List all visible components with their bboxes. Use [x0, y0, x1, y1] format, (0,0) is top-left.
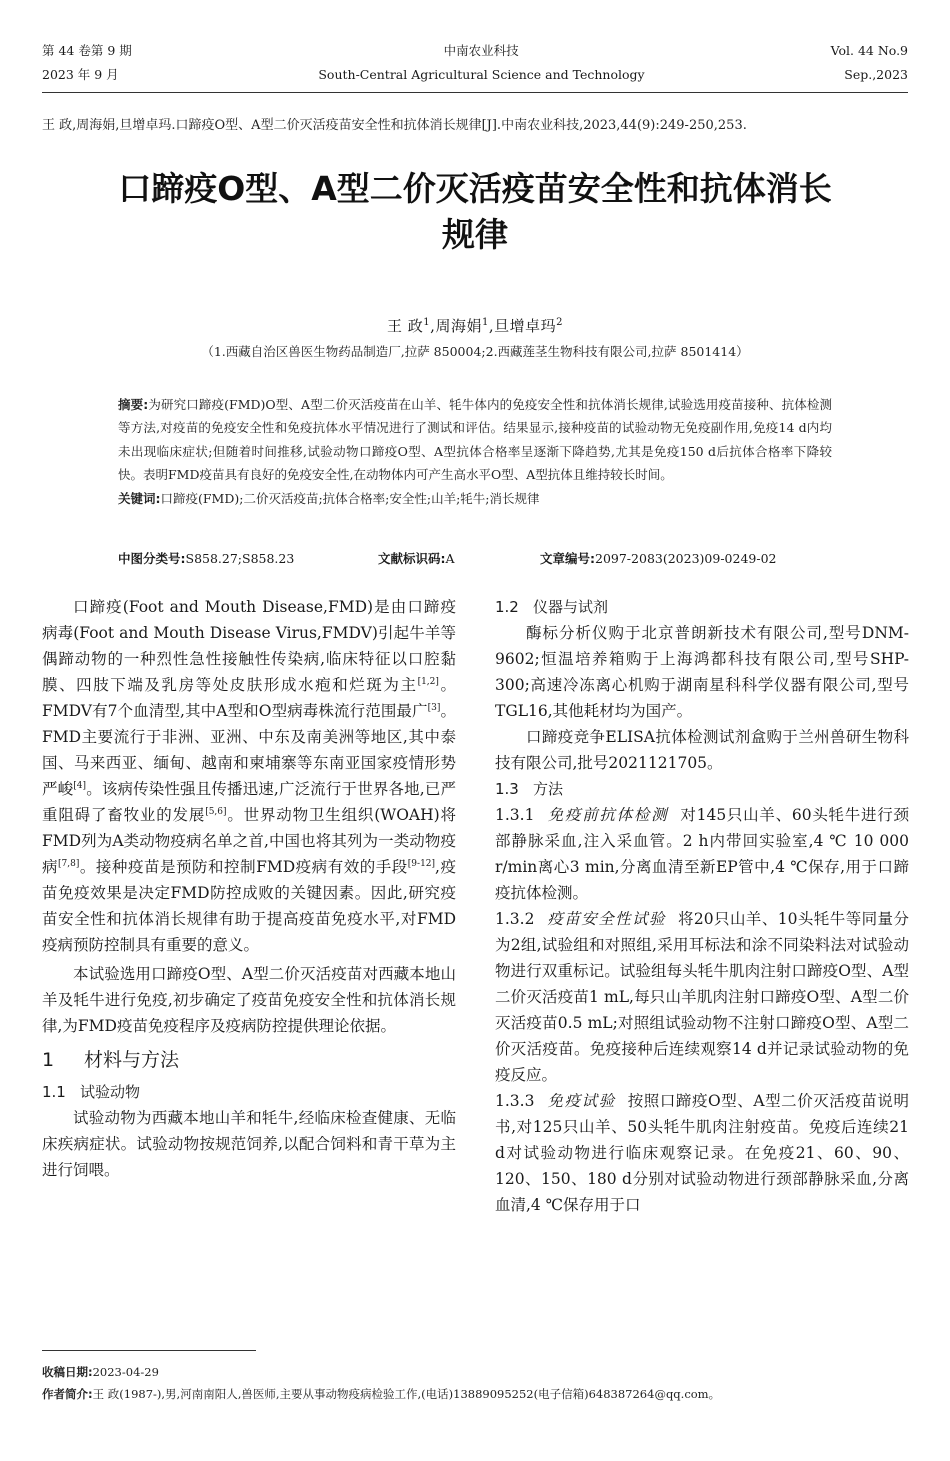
keywords-label: 关键词: [118, 490, 161, 506]
keywords [118, 487, 832, 510]
text-run: 。该病传染性强且传播迅速,广泛流行于世界各地,已严重阻碍了畜牧业的发展 [42, 780, 456, 824]
received-value: 2023-04-29 [92, 1365, 159, 1379]
subsection-title: 免疫试验 [547, 1092, 616, 1110]
volume-cn: 第 44 卷第 9 期 [42, 43, 132, 58]
section-number: 1.2 [495, 598, 519, 616]
section-number: 1.1 [42, 1083, 66, 1101]
subsection-text: 按照口蹄疫O型、A型二价灭活疫苗说明书,对125只山羊、50头牦牛肌肉注射疫苗。免疫后连续21 d对试验动物进行临床观察记录。在免疫21、60、90、120、150、180 d分别对试验动物进行颈部静脉采血,分离血清,4 ℃保存用于口 [495, 1092, 909, 1214]
running-header [42, 38, 908, 90]
author-bio-label: 作者简介: [42, 1387, 93, 1401]
section-title: 仪器与试剂 [533, 598, 609, 616]
section-heading-1-2 [495, 594, 909, 620]
section-title: 方法 [533, 780, 564, 798]
text-run: 。FMDV有7个血清型,其中A型和O型病毒株流行范围最广 [42, 676, 456, 720]
citation-ref[interactable]: [5,6] [205, 806, 227, 817]
classification-row [118, 548, 832, 570]
section-heading-1 [42, 1045, 456, 1075]
document-code-label: 文献标识码: [378, 551, 446, 566]
intro-paragraph [42, 594, 456, 958]
author-affiliation-mark: 1 [481, 317, 489, 328]
test-animals-paragraph: 试验动物为西藏本地山羊和牦牛,经临床检查健康、无临床疾病症状。试验动物按规范饲养,以配合饲料和青干草为主进行饲喂。 [42, 1109, 456, 1179]
author-name: 周海娟 [435, 317, 482, 335]
clc-label: 中图分类号: [118, 551, 186, 566]
author-bio [42, 1383, 908, 1405]
section-number: 1.3 [495, 780, 519, 798]
volume-en: Vol. 44 No.9 [830, 42, 908, 58]
keywords-text: 口蹄疫(FMD);二价灭活疫苗;抗体合格率;安全性;山羊;牦牛;消长规律 [160, 490, 540, 506]
subsection-number: 1.3.2 [495, 910, 535, 928]
header-rule [42, 92, 908, 93]
journal-name-en: South-Central Agricultural Science and Technology [318, 66, 645, 82]
subsection-number: 1.3.1 [495, 806, 535, 824]
author-name: 王 政 [387, 317, 424, 335]
subsection-number: 1.3.3 [495, 1092, 535, 1110]
section-number: 1 [42, 1049, 55, 1071]
reagents-paragraph: 口蹄疫竞争ELISA抗体检测试剂盒购于兰州兽研生物科技有限公司,批号2021121705。 [495, 728, 909, 772]
citation-ref[interactable]: [1,2] [417, 676, 439, 687]
citation-ref[interactable]: [3] [427, 702, 441, 713]
abstract-text: 为研究口蹄疫(FMD)O型、A型二价灭活疫苗在山羊、牦牛体内的免疫安全性和抗体消长规律,试验选用疫苗接种、抗体检测等方法,对疫苗的免疫安全性和免疫抗体水平情况进行了测试和评估。结果显示,接种疫苗的试验动物无免疫副作用,免疫14 d内均未出现临床症状;但随着时间推移,试验动物口蹄疫O型、A型抗体合格率呈逐渐下降趋势,尤其是免疫150 d后抗体合格率下降较快。表明FMD疫苗具有良好的免疫安全性,在动物体内可产生高水平O型、A型抗体且维持较长时间。 [118, 397, 833, 483]
section-heading-1-3 [495, 776, 909, 802]
author-bio-text: 王 政(1987-),男,河南南阳人,兽医师,主要从事动物疫病检验工作,(电话)13889095252(电子信箱)648387264@qq.com。 [92, 1387, 721, 1401]
author-affiliation-mark: 2 [556, 317, 563, 328]
abstract [118, 393, 832, 487]
clc-number [118, 548, 378, 570]
text-run: 。接种疫苗是预防和控制FMD疫病有效的手段 [79, 858, 408, 876]
abstract-label: 摘要: [118, 397, 149, 412]
section-title: 材料与方法 [84, 1049, 180, 1071]
footnotes [42, 1361, 908, 1405]
citation: 王 政,周海娟,旦增卓玛.口蹄疫O型、A型二价灭活疫苗安全性和抗体消长规律[J].中南农业科技,2023,44(9):249-250,253. [42, 118, 747, 133]
section-heading-1-1 [42, 1079, 456, 1105]
affiliation: （1.西藏自治区兽医生物药品制造厂,拉萨 850004;2.西藏莲茎生物科技有限公司,拉萨 8501414） [201, 344, 749, 359]
text-run: ,疫苗免疫效果是决定FMD防控成败的关键因素。因此,研究疫苗安全性和抗体消长规律有助于提高疫苗免疫水平,对FMD疫病预防控制具有重要的意义。 [42, 858, 456, 954]
author-separator: , [488, 317, 495, 335]
document-code [378, 548, 540, 570]
date-en: Sep.,2023 [844, 66, 908, 82]
journal-name-cn: 中南农业科技 [443, 43, 519, 58]
left-column [42, 594, 456, 1183]
article-number-value: 2097-2083(2023)09-0249-02 [595, 551, 777, 566]
subsection-text: 将20只山羊、10头牦牛等同量分为2组,试验组和对照组,采用耳标法和涂不同染料法对试验动物进行双重标记。试验组每头牦牛肌肉注射口蹄疫O型、A型二价灭活疫苗1 mL,每只山羊肌肉注射口蹄疫O型、A型二价灭活疫苗0.5 mL;对照组试验动物不注射口蹄疫O型、A型二价灭活疫苗。免疫接种后连续观察14 d并记录试验动物的免疫反应。 [495, 910, 909, 1084]
received-label: 收稿日期: [42, 1365, 93, 1379]
subsection-title: 疫苗安全性试验 [547, 910, 666, 928]
article-number [540, 548, 776, 570]
subsection-title: 免疫前抗体检测 [547, 806, 669, 824]
text-run: 。FMD主要流行于非洲、亚洲、中东及南美洲等地区,其中泰国、马来西亚、缅甸、越南和柬埔寨等东南亚国家疫情形势严峻 [42, 702, 456, 798]
citation-ref[interactable]: [7,8] [58, 858, 80, 869]
title-line-2: 规律 [442, 215, 508, 254]
section-title: 试验动物 [80, 1083, 141, 1101]
document-code-value: A [445, 551, 455, 566]
author-separator: , [430, 317, 436, 335]
received-date [42, 1361, 908, 1383]
right-column [495, 594, 909, 1218]
subsection-1-3-3 [495, 1088, 909, 1218]
instruments-paragraph: 酶标分析仪购于北京普朗新技术有限公司,型号DNM-9602;恒温培养箱购于上海鸿都科技有限公司,型号SHP-300;高速冷冻离心机购于湖南星科科学仪器有限公司,型号TGL16,其他耗材均为国产。 [495, 624, 909, 720]
article-number-label: 文章编号: [540, 551, 595, 566]
text-run: 口蹄疫(Foot and Mouth Disease,FMD)是由口蹄疫病毒(Foot and Mouth Disease Virus,FMDV)引起牛羊等偶蹄动物的一种烈性急性接触性传染病,临床特征以口腔黏膜、四肢下端及乳房等处皮肤形成水疱和烂斑为主 [42, 598, 456, 694]
subsection-1-3-1 [495, 802, 909, 906]
author-name: 旦增卓玛 [494, 317, 557, 335]
citation-ref[interactable]: [4] [73, 780, 87, 791]
abstract-block [118, 393, 832, 510]
title-line-1: 口蹄疫O型、A型二价灭活疫苗安全性和抗体消长 [118, 169, 832, 208]
intro-paragraph-2: 本试验选用口蹄疫O型、A型二价灭活疫苗对西藏本地山羊及牦牛进行免疫,初步确定了疫苗免疫安全性和抗体消长规律,为FMD疫苗免疫程序及疫病防控提供理论依据。 [42, 965, 456, 1035]
author-list [0, 311, 950, 338]
article-title [42, 166, 908, 258]
subsection-1-3-2 [495, 906, 909, 1088]
subsection-text: 对145只山羊、60头牦牛进行颈部静脉采血,注入采血管。2 h内带回实验室,4 ℃ 10 000 r/min离心3 min,分离血清至新EP管中,4 ℃保存,用于口蹄疫抗体检测。 [495, 806, 909, 902]
footnote-rule [42, 1350, 256, 1351]
clc-value: S858.27;S858.23 [185, 551, 295, 566]
citation-ref[interactable]: [9-12] [407, 858, 436, 869]
text-run: 。世界动物卫生组织(WOAH)将FMD列为A类动物疫病名单之首,中国也将其列为一类动物疫病 [42, 806, 456, 876]
author-affiliation-mark: 1 [423, 317, 431, 328]
date-cn: 2023 年 9 月 [42, 67, 119, 82]
